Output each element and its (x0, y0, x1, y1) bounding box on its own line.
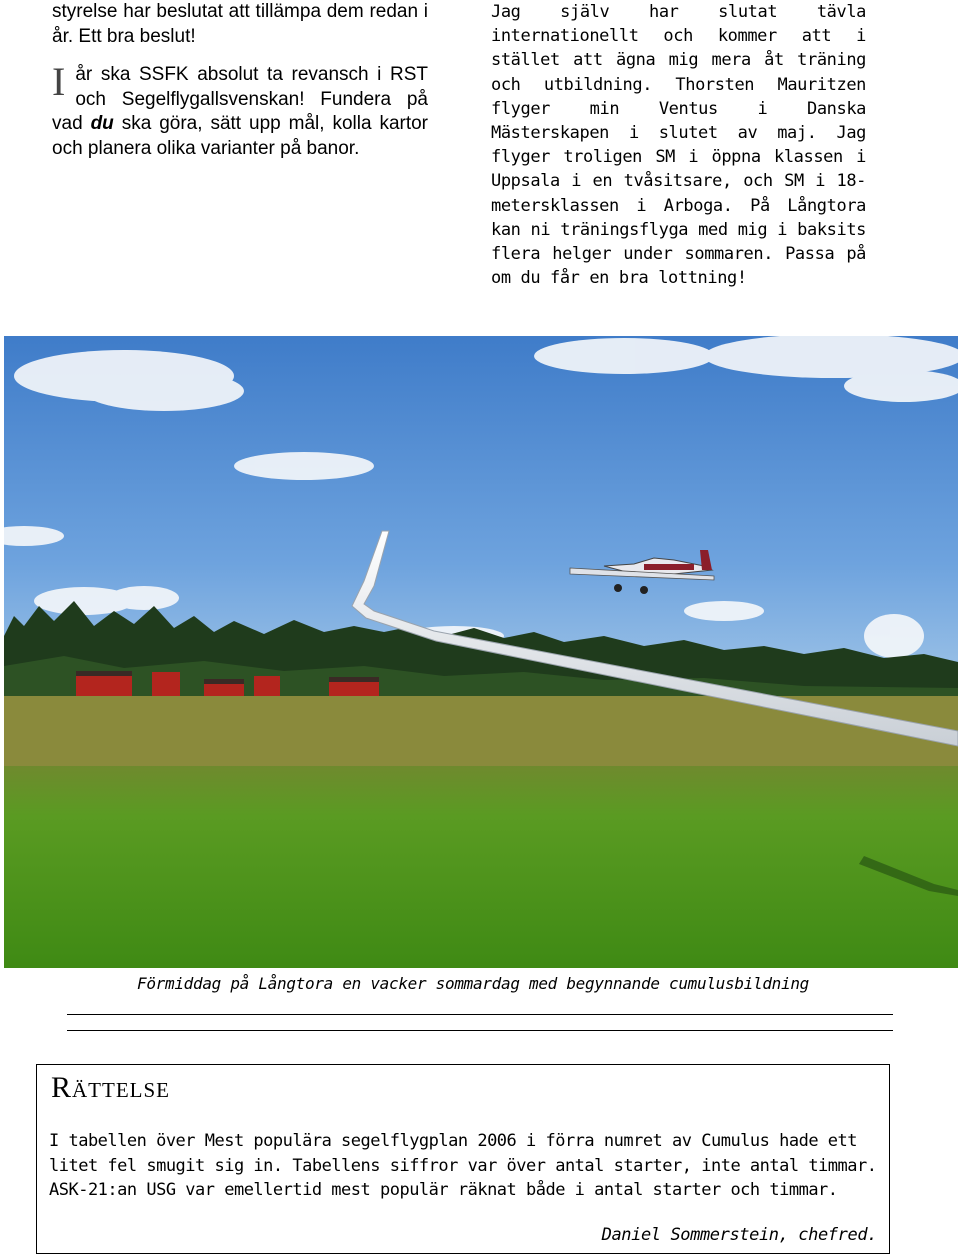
left-paragraph-2-end: ska göra, sätt upp mål, kolla kartor och planera olika varianter på banor. (52, 113, 429, 159)
drop-cap: I (52, 59, 66, 104)
emphasis-word: du (90, 113, 114, 134)
left-text-column (52, 0, 428, 161)
correction-heading: Rättelse (51, 1071, 170, 1104)
grass-field (4, 766, 958, 968)
photo-caption: Förmiddag på Långtora en vacker sommardag med begynnande cumulusbildning (137, 974, 809, 993)
left-paragraph-2 (52, 59, 429, 161)
correction-box (36, 1064, 890, 1254)
right-text-column (491, 0, 866, 290)
left-paragraph-2-start: år ska SSFK absolut ta revansch i RST och Segelflygallsvenskan! Fundera på vad (52, 64, 428, 134)
correction-signature: Daniel Sommerstein, chefred. (601, 1225, 877, 1245)
right-paragraph: Jag själv har slutat tävla internationellt och kommer att i stället att ägna mig mera åt träning och utbildning. Thorsten Mauritzen flyger min Ventus i Danska Mästerskapen i slutet av maj. Jag flyger troligen SM i öppna klassen i Uppsala i en tvåsitsare, och SM i 18-metersklassen i Arboga. På Långtora kan ni träningsflyga med mig i baksits flera helger under sommaren. Passa på om du får en bra lottning! (491, 2, 866, 289)
divider-rule-1 (67, 1014, 893, 1015)
correction-body: I tabellen över Mest populära segelflygplan 2006 i förra numret av Cumulus hade ett litet fel smugit sig in. Tabellens siffror var över antal starter, inte antal timmar. ASK-21:an USG var emellertid mest populär räknat både i antal starter och timmar. (49, 1131, 877, 1200)
divider-rule-2 (67, 1030, 893, 1031)
airfield-photo (4, 336, 958, 968)
airfield-photo-illustration (4, 336, 958, 968)
left-paragraph-1: styrelse har beslutat att tillämpa dem redan i år. Ett bra beslut! (52, 1, 428, 47)
